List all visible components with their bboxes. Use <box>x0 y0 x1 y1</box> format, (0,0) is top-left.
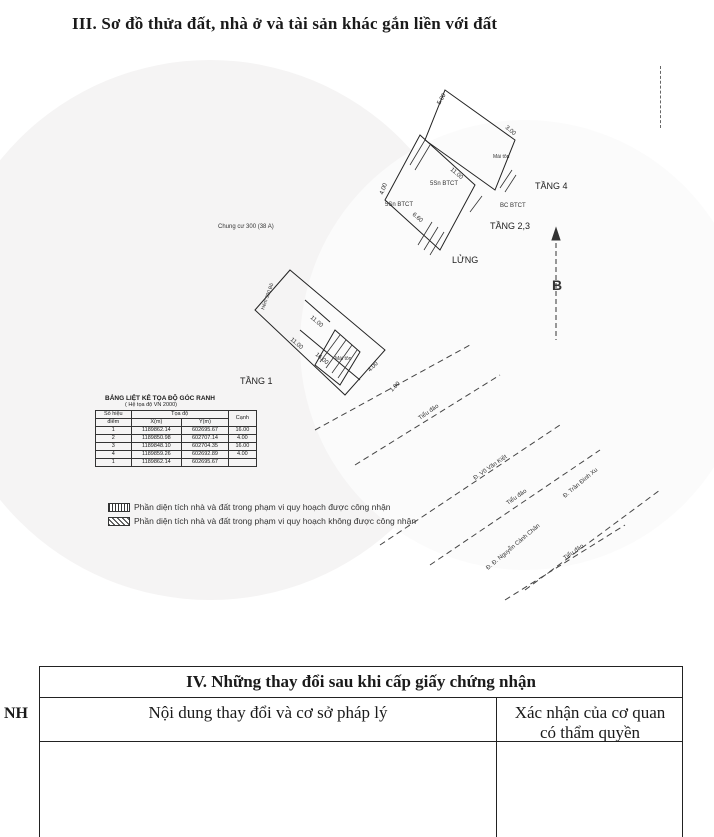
coord-header-y: Y(m) <box>182 419 229 427</box>
coord-header-point: Số hiệu <box>96 411 132 419</box>
coordinate-table-subtitle: ( Hệ tọa độ VN 2000) <box>125 402 177 408</box>
road-label-apartment: Chung cư 300 (38 A) <box>218 224 274 230</box>
legend-in-plan-text: Phần diện tích nhà và đất trong phạm vi quy hoạch được công nhận <box>134 502 391 512</box>
floor-4-label: TẦNG 4 <box>535 181 568 191</box>
dimension-11-b: 11.00 <box>288 336 304 351</box>
section-3-title: III. Sơ đồ thửa đất, nhà ở và tài sản khác gắn liền với đất <box>72 14 498 33</box>
coord-cell-id: 3 <box>96 443 132 451</box>
coord-cell-edge: 16.00 <box>228 427 256 435</box>
floor-2-3-label: TẦNG 2,3 <box>490 221 531 231</box>
coord-cell-y: 602692.89 <box>182 451 229 459</box>
coord-cell-edge: 4.00 <box>228 435 256 443</box>
table-row <box>96 451 257 459</box>
dimension-3: 3.00 <box>503 124 517 138</box>
column-divider <box>496 698 497 837</box>
dimension-4-b: 4.00 <box>379 182 389 196</box>
table-row <box>96 443 257 451</box>
coord-header-x: X(m) <box>131 419 182 427</box>
road-line-6 <box>525 490 660 590</box>
table-row <box>96 435 257 443</box>
table-row <box>96 427 257 435</box>
north-symbol: B <box>552 277 563 293</box>
coord-cell-y: 602704.35 <box>182 443 229 451</box>
road-label-vo-van-kiet: Đ. Võ Văn Kiệt <box>472 454 509 482</box>
legend-in-plan <box>108 502 391 512</box>
coord-cell-x: 1189862.14 <box>131 427 182 435</box>
building-label-balcony: BC BTCT <box>500 203 526 209</box>
road-label-tran-dinh-xu: Đ. Trần Đình Xu <box>562 467 600 500</box>
margin-text: NH <box>4 705 28 722</box>
road-label-tieu-dao: Tiểu đảo <box>417 403 441 422</box>
building-label-floor4: 5Sn BTCT <box>430 181 459 187</box>
lot-floor-1 <box>255 270 385 395</box>
coord-cell-x: 1189859.26 <box>131 451 182 459</box>
dimension-11: 11.00 <box>308 314 324 329</box>
building-label-floor1: Mái tôn <box>335 356 352 362</box>
coord-cell-edge: 4.00 <box>228 451 256 459</box>
column-header-confirmation-line2: có thẩm quyền <box>539 723 641 742</box>
coord-header-coords: Tọa độ <box>131 411 228 419</box>
coord-cell-x: 1189850.98 <box>131 435 182 443</box>
coordinate-table <box>95 410 257 467</box>
hatched-area-floor-4 <box>410 140 516 192</box>
coord-cell-id: 2 <box>96 435 132 443</box>
section-4-table <box>39 666 683 837</box>
road-label-nguyen-canh-chan: Đ. Đ. Nguyễn Cảnh Chân <box>485 523 542 572</box>
coord-cell-y: 602707.14 <box>182 435 229 443</box>
building-label-roof: Mái tôn <box>493 154 510 160</box>
coord-cell-x: 1189862.14 <box>131 459 182 467</box>
dimension-5: 5.00 <box>436 92 448 106</box>
coord-header-point-2: điểm <box>96 419 132 427</box>
coord-cell-y: 602695.67 <box>182 459 229 467</box>
legend-swatch-diagonal-hatch <box>108 517 130 526</box>
legend-not-in-plan <box>108 516 416 526</box>
column-header-content: Nội dung thay đổi và cơ sở pháp lý <box>148 703 388 722</box>
road-label-alley: Hẻm 300 Bồ <box>260 282 276 311</box>
coord-cell-edge: 16.00 <box>228 443 256 451</box>
lot-floor-2-3 <box>385 135 475 250</box>
dimension-4: 4.00 <box>367 360 380 374</box>
road-label-tieu-dao-3: Tiểu đảo <box>562 543 586 562</box>
dimension-1: 1.00 <box>389 380 402 394</box>
coordinate-table-block <box>95 395 265 467</box>
table-row <box>96 459 257 467</box>
mezzanine-label: LỬNG <box>452 255 479 265</box>
coordinate-table-title: BẢNG LIỆT KÊ TỌA ĐỘ GÓC RANH <box>105 395 215 402</box>
floor-1-label: TẦNG 1 <box>240 376 273 386</box>
building-label-floor23: 5Sn BTCT <box>385 202 414 208</box>
coord-cell-id: 4 <box>96 451 132 459</box>
hatched-area-floor-2-3 <box>418 196 482 255</box>
road-line-2 <box>355 375 500 465</box>
road-label-tieu-dao-2: Tiểu đảo <box>505 488 529 507</box>
column-header-confirmation <box>498 703 682 743</box>
dimension-16: 16.00 <box>313 351 330 367</box>
coord-cell-id: 1 <box>96 459 132 467</box>
column-header-confirmation-line1: Xác nhận của cơ quan <box>514 703 666 722</box>
coord-header-edge: Cạnh <box>228 411 256 427</box>
dimension-6-6: 6.60 <box>410 211 424 225</box>
coord-cell-y: 602695.67 <box>182 427 229 435</box>
dimension-11-floor4: 11.00 <box>448 166 464 181</box>
coord-cell-edge <box>228 459 256 467</box>
section-4-title: IV. Những thay đổi sau khi cấp giấy chứng nhận <box>40 667 682 698</box>
coord-cell-id: 1 <box>96 427 132 435</box>
legend-not-in-plan-text: Phần diện tích nhà và đất trong phạm vi quy hoạch không được công nhận <box>134 516 417 526</box>
coord-cell-x: 1189848.10 <box>131 443 182 451</box>
legend-swatch-vertical-hatch <box>108 503 130 512</box>
